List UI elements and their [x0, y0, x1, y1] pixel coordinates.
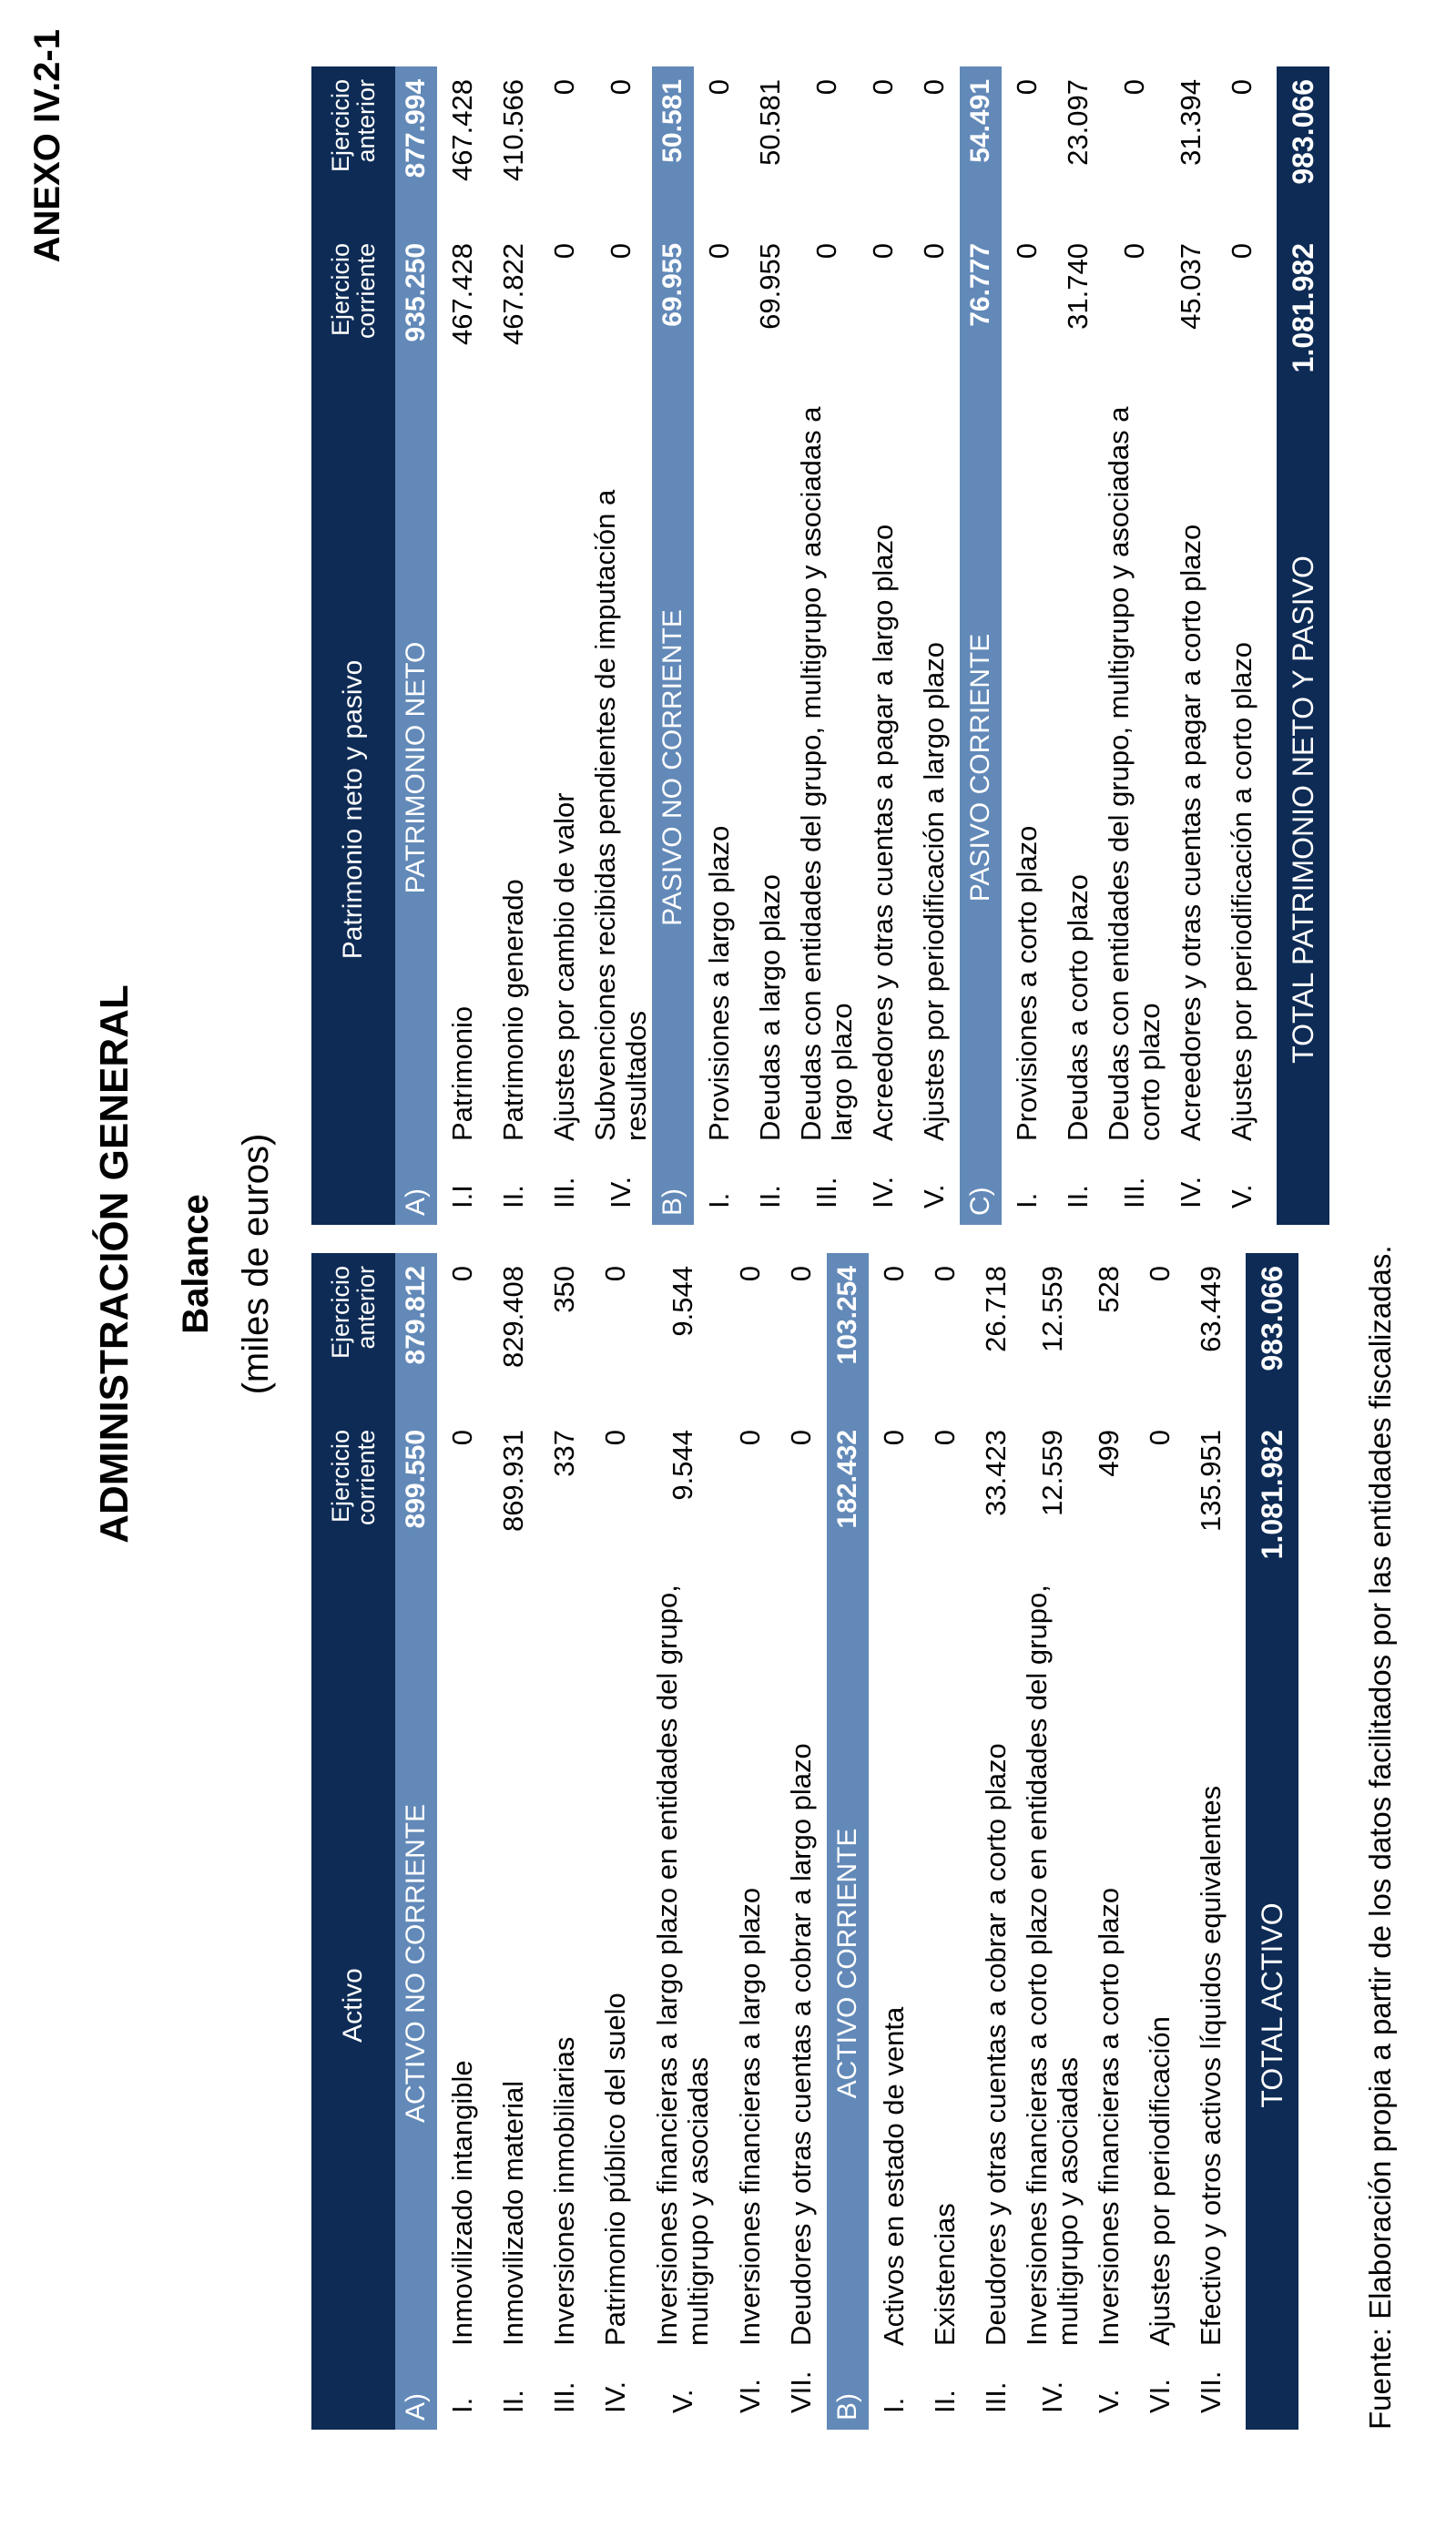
item-label: Inversiones inmobiliarias — [548, 2036, 580, 2346]
section-previous: 879.812 — [395, 1253, 437, 1417]
item-current: 0 — [878, 1429, 910, 1446]
section-current: 899.550 — [395, 1417, 437, 1581]
item-roman: II. — [497, 1185, 529, 1208]
section-current: 69.955 — [652, 230, 694, 394]
section-current: 182.432 — [827, 1417, 869, 1581]
item-roman: III. — [810, 1177, 842, 1208]
item-current: 0 — [599, 1429, 631, 1446]
item-current: 0 — [1144, 1429, 1176, 1446]
item-previous: 0 — [599, 1265, 631, 1282]
page-subtitle: Balance — [176, 1194, 216, 1334]
section-previous: 54.491 — [960, 66, 1002, 230]
item-current: 0 — [1118, 242, 1150, 260]
item-roman: VI. — [1144, 2379, 1176, 2413]
item-label: Deudas a corto plazo — [1062, 874, 1094, 1141]
item-label: Inmovilizado intangible — [446, 2060, 478, 2346]
item-label: Provisiones a largo plazo — [703, 825, 735, 1141]
section-row — [960, 66, 1002, 1225]
line-item — [590, 1253, 641, 2430]
line-item — [694, 66, 745, 1225]
item-roman: I. — [1011, 1192, 1043, 1208]
item-roman: III. — [548, 2381, 580, 2413]
section-letter: C) — [960, 1141, 1002, 1225]
item-current: 0 — [918, 242, 950, 260]
spacer-cell — [1268, 66, 1277, 1225]
section-current: 935.250 — [395, 230, 437, 394]
item-current: 467.428 — [446, 242, 478, 346]
line-item — [1217, 66, 1268, 1225]
item-label: Deudores y otras cuentas a cobrar a corto plazo — [980, 1743, 1012, 2346]
item-roman: V. — [1226, 1184, 1257, 1208]
section-row — [827, 1253, 869, 2430]
line-item — [1166, 66, 1217, 1225]
section-previous: 877.994 — [395, 66, 437, 230]
item-current: 33.423 — [980, 1429, 1012, 1516]
item-current: 0 — [1011, 242, 1043, 260]
units-label: (miles de euros) — [236, 1133, 276, 1395]
item-current: 45.037 — [1175, 242, 1207, 330]
line-item — [725, 1253, 776, 2430]
item-roman: III. — [1118, 1177, 1150, 1208]
item-current: 31.740 — [1062, 242, 1094, 330]
line-item — [641, 1253, 725, 2430]
total-label: TOTAL PATRIMONIO NETO Y PASIVO — [1277, 394, 1329, 1225]
item-current: 467.822 — [497, 242, 529, 346]
item-roman: II. — [754, 1185, 786, 1208]
item-current: 9.544 — [667, 1429, 698, 1501]
item-current: 869.931 — [497, 1429, 529, 1533]
item-label: Efectivo y otros activos líquidos equivalentes — [1195, 1785, 1227, 2346]
section-previous: 103.254 — [827, 1253, 869, 1417]
item-previous: 0 — [1011, 78, 1043, 96]
item-label: Patrimonio — [446, 1005, 478, 1141]
item-previous: 0 — [734, 1265, 766, 1282]
line-item — [1084, 1253, 1135, 2430]
item-previous: 0 — [810, 78, 842, 96]
spacer-row — [1268, 66, 1277, 1225]
item-label: Acreedores y otras cuentas a pagar a largo plazo — [867, 524, 899, 1141]
current-year-header: Ejercicio corriente — [311, 1417, 395, 1581]
section-letter: B) — [827, 2346, 869, 2430]
title-block — [89, 0, 279, 2528]
item-previous: 467.428 — [446, 78, 478, 182]
line-item — [920, 1253, 971, 2430]
item-label: Inversiones financieras a corto plazo — [1093, 1887, 1125, 2346]
pasivo-table — [311, 66, 1329, 1225]
item-roman: VII. — [785, 2370, 817, 2413]
item-roman: IV. — [867, 1176, 899, 1208]
item-current: 0 — [734, 1429, 766, 1446]
item-label: Deudas a largo plazo — [754, 874, 786, 1141]
item-previous: 528 — [1093, 1265, 1125, 1313]
line-item — [488, 66, 539, 1225]
item-label: Ajustes por periodificación — [1144, 2016, 1176, 2346]
item-label: Ajustes por cambio de valor — [548, 792, 580, 1141]
item-current: 135.951 — [1195, 1429, 1227, 1533]
item-previous: 0 — [1226, 78, 1257, 96]
item-previous: 50.581 — [754, 78, 786, 166]
item-label: Deudas con entidades del grupo, multigrupo y asociadas a largo plazo — [795, 406, 858, 1141]
item-previous: 31.394 — [1175, 78, 1207, 166]
section-previous: 50.581 — [652, 66, 694, 230]
item-previous: 0 — [878, 1265, 910, 1282]
item-previous: 0 — [867, 78, 899, 96]
item-label: Inversiones financieras a largo plazo en entidades del grupo, multigrupo y asociadas — [651, 1585, 714, 2346]
section-label: PATRIMONIO NETO — [395, 394, 437, 1141]
item-current: 0 — [1226, 242, 1257, 260]
activo-column-header: Activo — [311, 1581, 395, 2430]
item-roman: V. — [1093, 2389, 1125, 2413]
line-item — [745, 66, 796, 1225]
item-previous: 0 — [918, 78, 950, 96]
item-previous: 0 — [785, 1265, 817, 1282]
item-current: 0 — [810, 242, 842, 260]
line-item — [1186, 1253, 1237, 2430]
line-item — [909, 66, 960, 1225]
line-item — [1002, 66, 1053, 1225]
total-row — [1246, 1253, 1298, 2430]
item-label: Activos en estado de venta — [878, 2006, 910, 2346]
item-label: Inversiones financieras a corto plazo en entidades del grupo, multigrupo y asociadas — [1021, 1585, 1084, 2346]
total-previous: 983.066 — [1246, 1253, 1298, 1417]
section-label: ACTIVO CORRIENTE — [827, 1581, 869, 2346]
item-previous: 12.559 — [1036, 1265, 1068, 1352]
item-label: Patrimonio público del suelo — [599, 1993, 631, 2346]
item-current: 0 — [548, 242, 580, 260]
annex-label: ANEXO IV.2-1 — [27, 29, 67, 263]
section-row — [395, 1253, 437, 2430]
page-title: ADMINISTRACIÓN GENERAL — [92, 984, 137, 1544]
item-roman: V. — [667, 2389, 698, 2413]
line-item — [869, 1253, 920, 2430]
item-label: Patrimonio generado — [497, 879, 529, 1141]
section-current: 76.777 — [960, 230, 1002, 394]
item-current: 69.955 — [754, 242, 786, 330]
section-row — [395, 66, 437, 1225]
item-label: Existencias — [929, 2203, 961, 2346]
spacer-cell — [1237, 1253, 1246, 2430]
item-previous: 26.718 — [980, 1265, 1012, 1352]
section-letter: A) — [395, 2346, 437, 2430]
item-previous: 0 — [446, 1265, 478, 1282]
item-roman: II. — [497, 2390, 529, 2413]
item-roman: IV. — [1036, 2380, 1068, 2413]
item-previous: 0 — [1144, 1265, 1176, 1282]
line-item — [1022, 1253, 1084, 2430]
item-roman: I.I — [446, 1185, 478, 1208]
source-note: Fuente: Elaboración propia a partir de los datos facilitados por las entidades fiscalizadas. — [1363, 1245, 1397, 2430]
item-label: Acreedores y otras cuentas a pagar a corto plazo — [1175, 524, 1207, 1141]
line-item — [776, 1253, 827, 2430]
item-previous: 0 — [929, 1265, 961, 1282]
pasivo-header-row — [311, 66, 395, 1225]
item-roman: II. — [929, 2390, 961, 2413]
item-previous: 63.449 — [1195, 1265, 1227, 1352]
item-roman: I. — [878, 2397, 910, 2413]
total-current: 1.081.982 — [1277, 230, 1329, 394]
item-current: 0 — [703, 242, 735, 260]
previous-year-header: Ejercicio anterior — [311, 66, 395, 230]
previous-year-header: Ejercicio anterior — [311, 1253, 395, 1417]
line-item — [858, 66, 909, 1225]
line-item — [796, 66, 858, 1225]
section-label: PASIVO CORRIENTE — [960, 394, 1002, 1141]
activo-table — [311, 1253, 1298, 2430]
section-label: ACTIVO NO CORRIENTE — [395, 1581, 437, 2346]
line-item — [971, 1253, 1022, 2430]
item-roman: VII. — [1195, 2370, 1227, 2413]
item-current: 0 — [867, 242, 899, 260]
item-previous: 0 — [1118, 78, 1150, 96]
item-current: 0 — [605, 242, 636, 260]
item-roman: V. — [918, 1184, 950, 1208]
item-previous: 829.408 — [497, 1265, 529, 1369]
item-previous: 23.097 — [1062, 78, 1094, 166]
item-current: 499 — [1093, 1429, 1125, 1477]
section-label: PASIVO NO CORRIENTE — [652, 394, 694, 1141]
total-previous: 983.066 — [1277, 66, 1329, 230]
item-previous: 0 — [703, 78, 735, 96]
item-roman: I. — [446, 2397, 478, 2413]
item-roman: I. — [703, 1192, 735, 1208]
current-year-header: Ejercicio corriente — [311, 230, 395, 394]
line-item — [1104, 66, 1166, 1225]
line-item — [539, 1253, 590, 2430]
item-roman: IV. — [605, 1176, 636, 1208]
item-label: Subvenciones recibidas pendientes de imputación a resultados — [589, 489, 652, 1141]
item-current: 0 — [446, 1429, 478, 1446]
activo-header-row — [311, 1253, 395, 2430]
item-roman: II. — [1062, 1185, 1094, 1208]
line-item — [437, 66, 488, 1225]
line-item — [590, 66, 652, 1225]
item-label: Deudas con entidades del grupo, multigrupo y asociadas a corto plazo — [1103, 406, 1166, 1141]
section-row — [652, 66, 694, 1225]
item-current: 0 — [785, 1429, 817, 1446]
item-previous: 350 — [548, 1265, 580, 1313]
item-current: 337 — [548, 1429, 580, 1477]
item-label: Inmovilizado material — [497, 2080, 529, 2346]
item-previous: 410.566 — [497, 78, 529, 182]
item-previous: 9.544 — [667, 1265, 698, 1337]
line-item — [488, 1253, 539, 2430]
item-previous: 0 — [605, 78, 636, 96]
item-current: 12.559 — [1036, 1429, 1068, 1516]
item-label: Ajustes por periodificación a largo plazo — [918, 642, 950, 1141]
total-label: TOTAL ACTIVO — [1246, 1581, 1298, 2430]
spacer-row — [1237, 1253, 1246, 2430]
item-label: Deudores y otras cuentas a cobrar a largo plazo — [785, 1743, 817, 2346]
item-previous: 0 — [548, 78, 580, 96]
item-label: Ajustes por periodificación a corto plazo — [1226, 642, 1257, 1141]
line-item — [1135, 1253, 1186, 2430]
item-roman: III. — [980, 2381, 1012, 2413]
line-item — [437, 1253, 488, 2430]
section-letter: A) — [395, 1141, 437, 1225]
total-row — [1277, 66, 1329, 1225]
line-item — [1053, 66, 1104, 1225]
line-item — [539, 66, 590, 1225]
item-roman: IV. — [599, 2380, 631, 2413]
item-roman: VI. — [734, 2379, 766, 2413]
item-label: Inversiones financieras a largo plazo — [734, 1887, 766, 2346]
item-current: 0 — [929, 1429, 961, 1446]
item-roman: IV. — [1175, 1176, 1207, 1208]
section-letter: B) — [652, 1141, 694, 1225]
item-roman: III. — [548, 1177, 580, 1208]
item-label: Provisiones a corto plazo — [1011, 825, 1043, 1141]
total-current: 1.081.982 — [1246, 1417, 1298, 1581]
pasivo-column-header: Patrimonio neto y pasivo — [311, 394, 395, 1225]
